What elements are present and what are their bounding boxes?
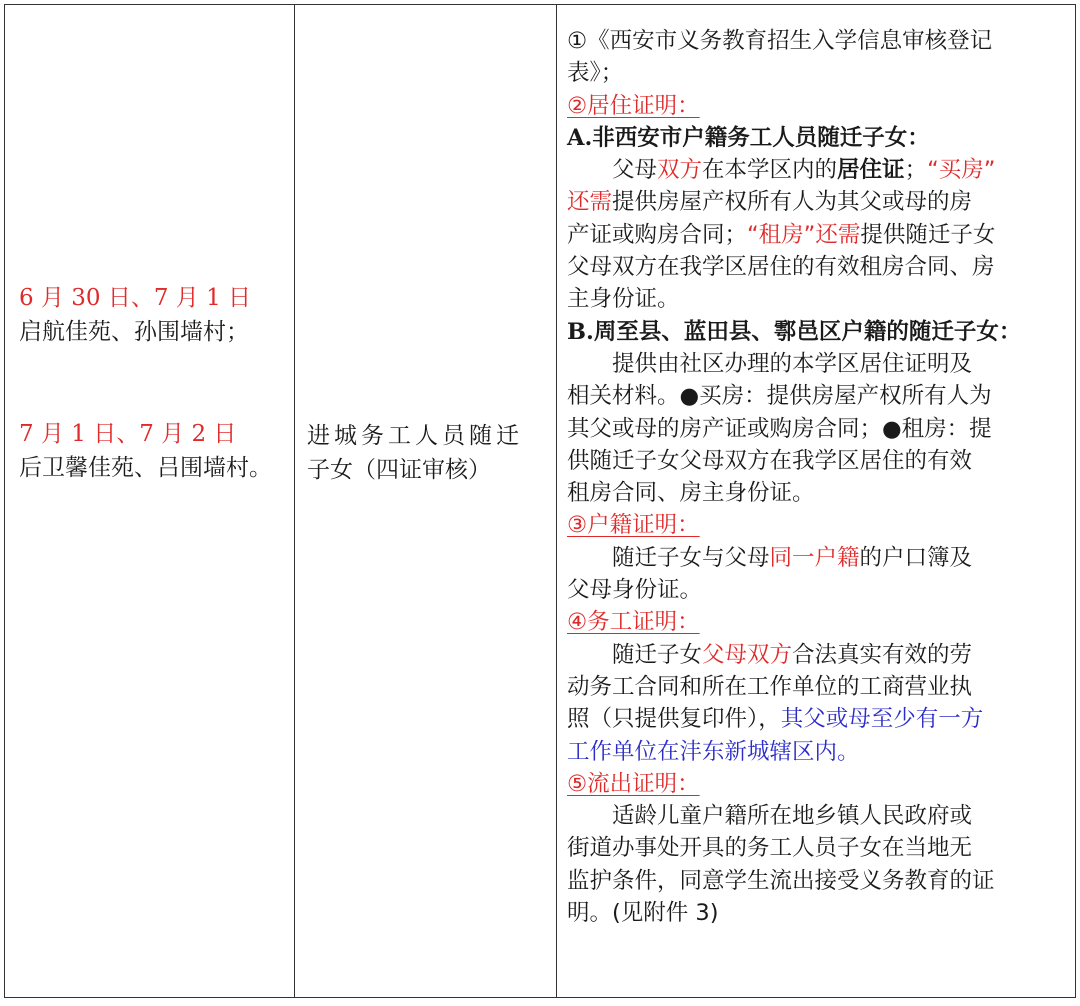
p3-c: 提供随迁子女 (860, 221, 996, 248)
applicant-type-line2: 子女（四证审核） (307, 457, 491, 483)
employment-line2: 动务工合同和所在工作单位的工商营业执 (567, 673, 973, 700)
household-proof-heading-text: ③户籍证明： (567, 512, 700, 539)
household-line1 (567, 542, 1067, 574)
requirements-cell (557, 5, 1075, 997)
s3-a: 照（只提供复印件）， (567, 706, 781, 733)
employment-line4: 工作单位在沣东新城辖区内。 (567, 738, 860, 765)
section-a-line5: 主身份证。 (567, 286, 680, 313)
outflow-proof-heading-text: ⑤流出证明： (567, 770, 700, 797)
r1-c: 的户口簿及 (859, 544, 973, 571)
employment-proof-heading-text: ④务工证明： (567, 609, 700, 636)
p2-a: 还需 (567, 189, 613, 216)
enrollment-table-row (4, 4, 1076, 998)
group1-date: 6 月 30 日、7 月 1 日 (19, 285, 252, 311)
residence-proof-heading (567, 90, 1067, 122)
date-group-gap (19, 349, 272, 417)
group1-places: 启航佳苑、孙围墙村； (19, 319, 249, 345)
section-a-line3 (567, 219, 1067, 251)
s1-c: 合法真实有效的劳 (792, 641, 973, 668)
residence-proof-heading-text: ②居住证明： (567, 92, 700, 119)
item1-line1: ①《西安市义务教育招生入学信息审核登记 (567, 28, 993, 54)
outflow-line4: 明。(见附件 3) (567, 900, 719, 927)
applicant-type-line1: 进城务工人员随迁 (307, 423, 523, 449)
employment-line3 (567, 703, 1067, 735)
p3-b: “租房”还需 (747, 221, 861, 248)
p1-e: ； (904, 157, 928, 184)
section-b-title (567, 316, 1067, 348)
p1-a: 父母 (612, 157, 658, 184)
section-b-line2: 相关材料。●买房：提供房屋产权所有人为 (567, 383, 992, 410)
s3-b: 其父或母至少有一方 (780, 706, 984, 733)
employment-proof-heading (567, 606, 1067, 638)
s1-b: 父母双方 (702, 641, 793, 668)
p2-b: 提供房屋产权所有人为其父或母的房 (612, 189, 973, 216)
p1-b: 双方 (657, 157, 703, 184)
applicant-type-cell (295, 5, 557, 997)
p1-c: 在本学区内的 (702, 157, 838, 184)
requirements-text (567, 25, 1067, 929)
group2-date: 7 月 1 日、7 月 2 日 (19, 421, 237, 447)
section-a-title-text: A.非西安市户籍务工人员随迁子女： (567, 124, 930, 151)
section-a-title (567, 122, 1067, 154)
outflow-line3: 监护条件，同意学生流出接受义务教育的证 (567, 867, 995, 894)
section-b-line1: 提供由社区办理的本学区居住证明及 (612, 350, 973, 377)
outflow-line2: 街道办事处开具的务工人员子女在当地无 (567, 835, 973, 862)
section-b-line3: 其父或母的房产证或购房合同；●租房：提 (567, 415, 992, 442)
p3-a: 产证或购房合同； (567, 221, 748, 248)
household-proof-heading (567, 509, 1067, 541)
group2-places: 后卫馨佳苑、吕围墙村。 (19, 455, 272, 481)
applicant-type-text (307, 419, 543, 487)
r1-a: 随迁子女与父母 (612, 544, 770, 571)
employment-line1 (567, 639, 1067, 671)
section-a-line4: 父母双方在我学区居住的有效租房合同、房 (567, 254, 995, 281)
dates-block (19, 281, 272, 485)
s1-a: 随迁子女 (612, 641, 703, 668)
p1-f: “买房” (927, 157, 996, 184)
p1-d: 居住证 (837, 157, 905, 184)
dates-cell (5, 5, 295, 997)
household-line2: 父母身份证。 (567, 577, 703, 604)
section-b-line5: 租房合同、房主身份证。 (567, 480, 815, 507)
section-b-title-text: B.周至县、蓝田县、鄠邑区户籍的随迁子女： (567, 318, 1022, 345)
item1-line2: 表》； (567, 60, 624, 87)
section-a-line2 (567, 186, 1067, 218)
outflow-proof-heading (567, 768, 1067, 800)
outflow-line1: 适龄儿童户籍所在地乡镇人民政府或 (612, 803, 973, 830)
section-b-line4: 供随迁子女父母双方在我学区居住的有效 (567, 447, 973, 474)
section-a-line1 (567, 154, 1067, 186)
r1-b: 同一户籍 (769, 544, 860, 571)
